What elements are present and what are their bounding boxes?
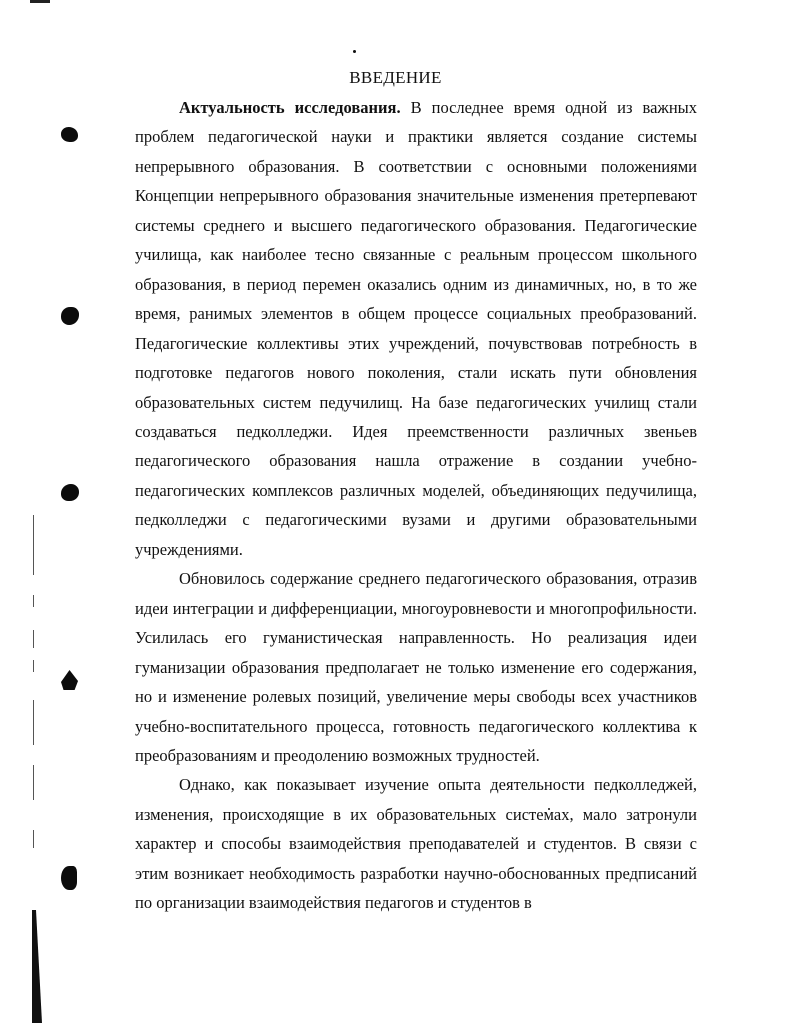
scan-margin-line <box>33 630 34 648</box>
paragraph <box>135 93 697 564</box>
scan-binding-shadow <box>32 910 42 1023</box>
scan-margin-line <box>33 595 34 607</box>
scan-edge-mark <box>30 0 50 3</box>
punch-hole <box>61 670 78 690</box>
punch-hole <box>61 307 79 325</box>
body-text <box>135 93 697 918</box>
paragraph-lead: Актуальность исследования. <box>179 98 401 117</box>
scan-margin-line <box>33 660 34 672</box>
punch-hole <box>61 484 79 501</box>
punch-hole <box>61 866 77 890</box>
scan-margin-line <box>33 830 34 848</box>
scan-margin-line <box>33 515 34 575</box>
scan-margin-line <box>33 765 34 800</box>
paragraph <box>135 770 697 917</box>
paragraph-text: Однако, как показывает изучение опыта деятельности педколледжей, изменения, происходящие в их образовательных системах, мало затронули характер и способы взаимодействия преподавателей и студентов. В связи с этим возникает необходимость разработки научно-обоснованных предписаний по организации взаимодействия педагогов и студентов в <box>135 775 697 913</box>
punch-hole <box>61 127 78 142</box>
paragraph-text: Обновилось содержание среднего педагогического образования, отразив идеи интеграции и дифференциации, многоуровневости и многопрофильности. Усилилась его гуманистическая направленность. Но реализация идеи гуманизации образования предполагает не только изменение его содержания, но и изменение ролевых позиций, увеличение меры свободы всех участников учебно-воспитательного процесса, готовность педагогического коллектива к преобразованиям и преодолению возможных трудностей. <box>135 569 697 765</box>
paragraph-text: В последнее время одной из важных проблем педагогической науки и практики является создание системы непрерывного образования. В соответствии с основными положениями Концепции непрерывного образования значительные изменения претерпевают системы среднего и высшего педагогического образования. Педагогические училища, как наиболее тесно связанные с реальным процессом школьного образования, в период перемен оказались одним из динамичных, но, в то же время, ранимых элементов в общем процессе социальных преобразований. Педагогические коллективы этих учреждений, почувствовав потребность в подготовке педагогов нового поколения, стали искать пути обновления образовательных систем педучилищ. На базе педагогических училищ стали создаваться педколледжи. Идея преемственности различных звеньев педагогического образования нашла отражение в создании учебно-педагогических комплексов различных моделей, объединяющих педучилища, педколледжи с педагогическими вузами и другими образовательными учреждениями. <box>135 98 697 559</box>
document-title: ВВЕДЕНИЕ <box>349 68 442 87</box>
ink-speck <box>353 50 356 53</box>
scan-margin-line <box>33 700 34 745</box>
paragraph <box>135 564 697 770</box>
